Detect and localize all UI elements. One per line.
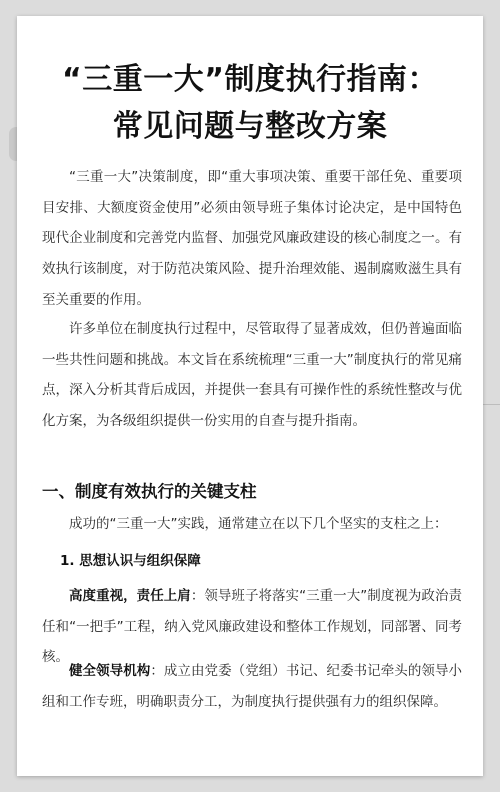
intro-paragraph-1: “三重一大”决策制度，即“重大事项决策、重要干部任免、重要项目安排、大额度资金使用”必须由领导班子集体讨论决定，是中国特色现代企业制度和完善党内监督、加强党风廉政建设的核心制度之一。有效执行该制度，对于防范决策风险、提升治理效能、遏制腐败滋生具有至关重要的作用。 (42, 169, 462, 308)
document-title (17, 56, 483, 150)
title-line-1: “三重一大”制度执行指南： (62, 62, 438, 97)
item-text: ：成立由党委（党组）书记、纪委书记牵头的领导小组和工作专班，明确职责分工，为制度执行提供强有力的组织保障。 (42, 663, 463, 710)
item-label: 高度重视，责任上肩 (69, 588, 191, 604)
subsection-heading: 1. 思想认识与组织保障 (60, 553, 201, 569)
item-text: ：领导班子将落实“三重一大”制度视为政治责任和“一把手”工程，纳入党风廉政建设和整体工作规划，同部署、同考核。 (42, 588, 462, 666)
section-heading: 一、制度有效执行的关键支柱 (42, 482, 257, 501)
title-line-2: 常见问题与整改方案 (112, 109, 388, 144)
scroll-edge-line (483, 404, 500, 405)
item-label: 健全领导机构 (69, 663, 151, 679)
document-page (17, 16, 483, 776)
section-intro: 成功的“三重一大”实践，通常建立在以下几个坚实的支柱之上： (69, 516, 448, 532)
list-item (42, 656, 462, 717)
intro-paragraph-2: 许多单位在制度执行过程中，尽管取得了显著成效，但仍普遍面临一些共性问题和挑战。本文旨在系统梳理“三重一大”制度执行的常见痛点，深入分析其背后成因，并提供一套具有可操作性的系统性整改与优化方案，为各级组织提供一份实用的自查与提升指南。 (42, 321, 462, 430)
